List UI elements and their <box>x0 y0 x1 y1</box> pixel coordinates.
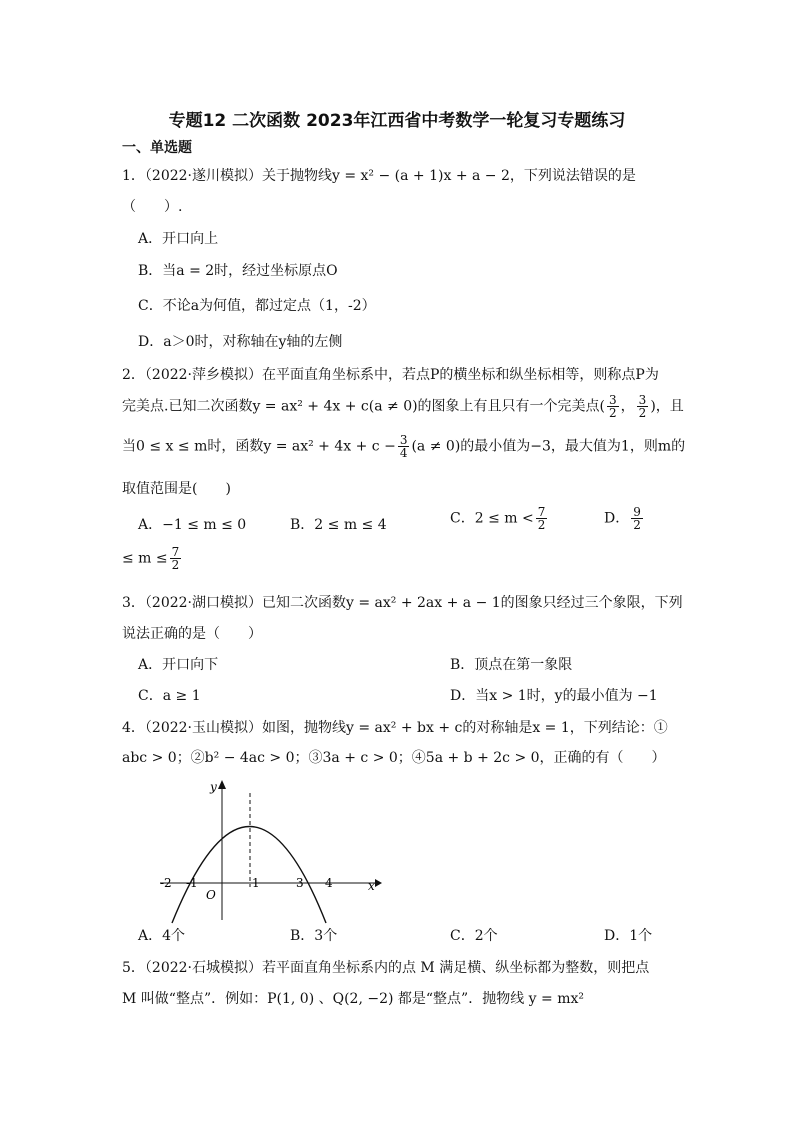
tick-neg2: -2 <box>160 876 172 890</box>
q2-stem-line2: 完美点.已知二次函数y = ax² + 4x + c(a ≠ 0)的图象上有且只有一个完美点( $\frac{3}{2}$ ， $\frac{3}{2}$ )，且 <box>122 393 684 420</box>
page-title: 专题12 二次函数 2023年江西省中考数学一轮复习专题练习 <box>168 111 626 131</box>
q3-option-a: A．开口向下 <box>138 657 219 673</box>
tick-3: 3 <box>296 876 304 890</box>
frac-3-4: $\frac{3}{4}$ <box>399 433 408 460</box>
q5-stem-line2: M 叫做“整点”．例如：P(1, 0) 、Q(2, −2) 都是“整点”．抛物线 y = mx² <box>122 991 584 1007</box>
q4-option-c: C．2个 <box>450 928 498 944</box>
x-axis-label: x <box>368 879 375 893</box>
q4-option-b: B．3个 <box>290 928 338 944</box>
q2-option-d-cont: ≤ m ≤ $\frac{7}{2}$ <box>122 545 180 572</box>
tick-1: 1 <box>252 876 260 890</box>
q4-option-d: D．1个 <box>604 928 653 944</box>
q1-stem-line1: 1．（2022·遂川模拟）关于抛物线y = x² − (a + 1)x + a − 2，下列说法错误的是 <box>122 168 636 184</box>
q2-option-b: B．2 ≤ m ≤ 4 <box>290 517 387 533</box>
q3-option-d: D．当x > 1时，y的最小值为 −1 <box>450 688 658 704</box>
q2-option-d: D． $\frac{9}{2}$ <box>604 505 641 532</box>
origin-label: O <box>206 888 216 902</box>
q2-stem-line4: 取值范围是( ) <box>122 481 231 497</box>
section-heading: 一、单选题 <box>122 140 192 156</box>
q4-option-a: A．4个 <box>138 928 186 944</box>
q5-stem-line1: 5．（2022·石城模拟）若平面直角坐标系内的点 M 满足横、纵坐标都为整数，则把点 <box>122 960 650 976</box>
y-axis-arrow <box>218 780 226 789</box>
q2-stem-line1: 2．（2022·萍乡模拟）在平面直角坐标系中，若点P的横坐标和纵坐标相等，则称点P为 <box>122 367 659 383</box>
q1-stem-line2: （ ）. <box>122 199 183 215</box>
frac-3-2-b: $\frac{3}{2}$ <box>638 393 647 420</box>
q1-option-b: B．当a = 2时，经过坐标原点O <box>138 263 338 279</box>
q1-option-a: A．开口向上 <box>138 231 219 247</box>
q3-stem-line2: 说法正确的是（ ） <box>122 626 262 642</box>
q4-stem-line2: abc > 0；②b² − 4ac > 0；③3a + c > 0；④5a + b + 2c > 0，正确的有（ ） <box>122 750 666 766</box>
q4-stem-line1: 4．（2022·玉山模拟）如图，抛物线y = ax² + bx + c的对称轴是x = 1，下列结论：① <box>122 720 668 736</box>
q3-stem-line1: 3．（2022·湖口模拟）已知二次函数y = ax² + 2ax + a − 1的图象只经过三个象限，下列 <box>122 595 683 611</box>
q2-option-c: C．2 ≤ m < $\frac{7}{2}$ <box>450 505 546 532</box>
q1-option-c: C．不论a为何值，都过定点（1，-2） <box>138 298 376 314</box>
q3-option-b: B．顶点在第一象限 <box>450 657 573 673</box>
q1-option-d: D．a＞0时，对称轴在y轴的左侧 <box>138 334 343 350</box>
parabola-curve <box>172 827 326 924</box>
q3-option-c: C．a ≥ 1 <box>138 688 201 704</box>
x-axis-arrow <box>375 879 382 887</box>
frac-3-2-a: $\frac{3}{2}$ <box>609 393 617 420</box>
q2-stem-line3: 当0 ≤ x ≤ m时，函数y = ax² + 4x + c − $\frac{3}{4}$ (a ≠ 0)的最小值为−3，最大值为1，则m的 <box>122 433 686 460</box>
q2-option-a: A．−1 ≤ m ≤ 0 <box>138 517 247 533</box>
parabola-graph <box>150 775 390 925</box>
y-axis-label: y <box>210 780 217 794</box>
tick-neg1: -1 <box>186 876 198 890</box>
tick-4: 4 <box>325 876 333 890</box>
